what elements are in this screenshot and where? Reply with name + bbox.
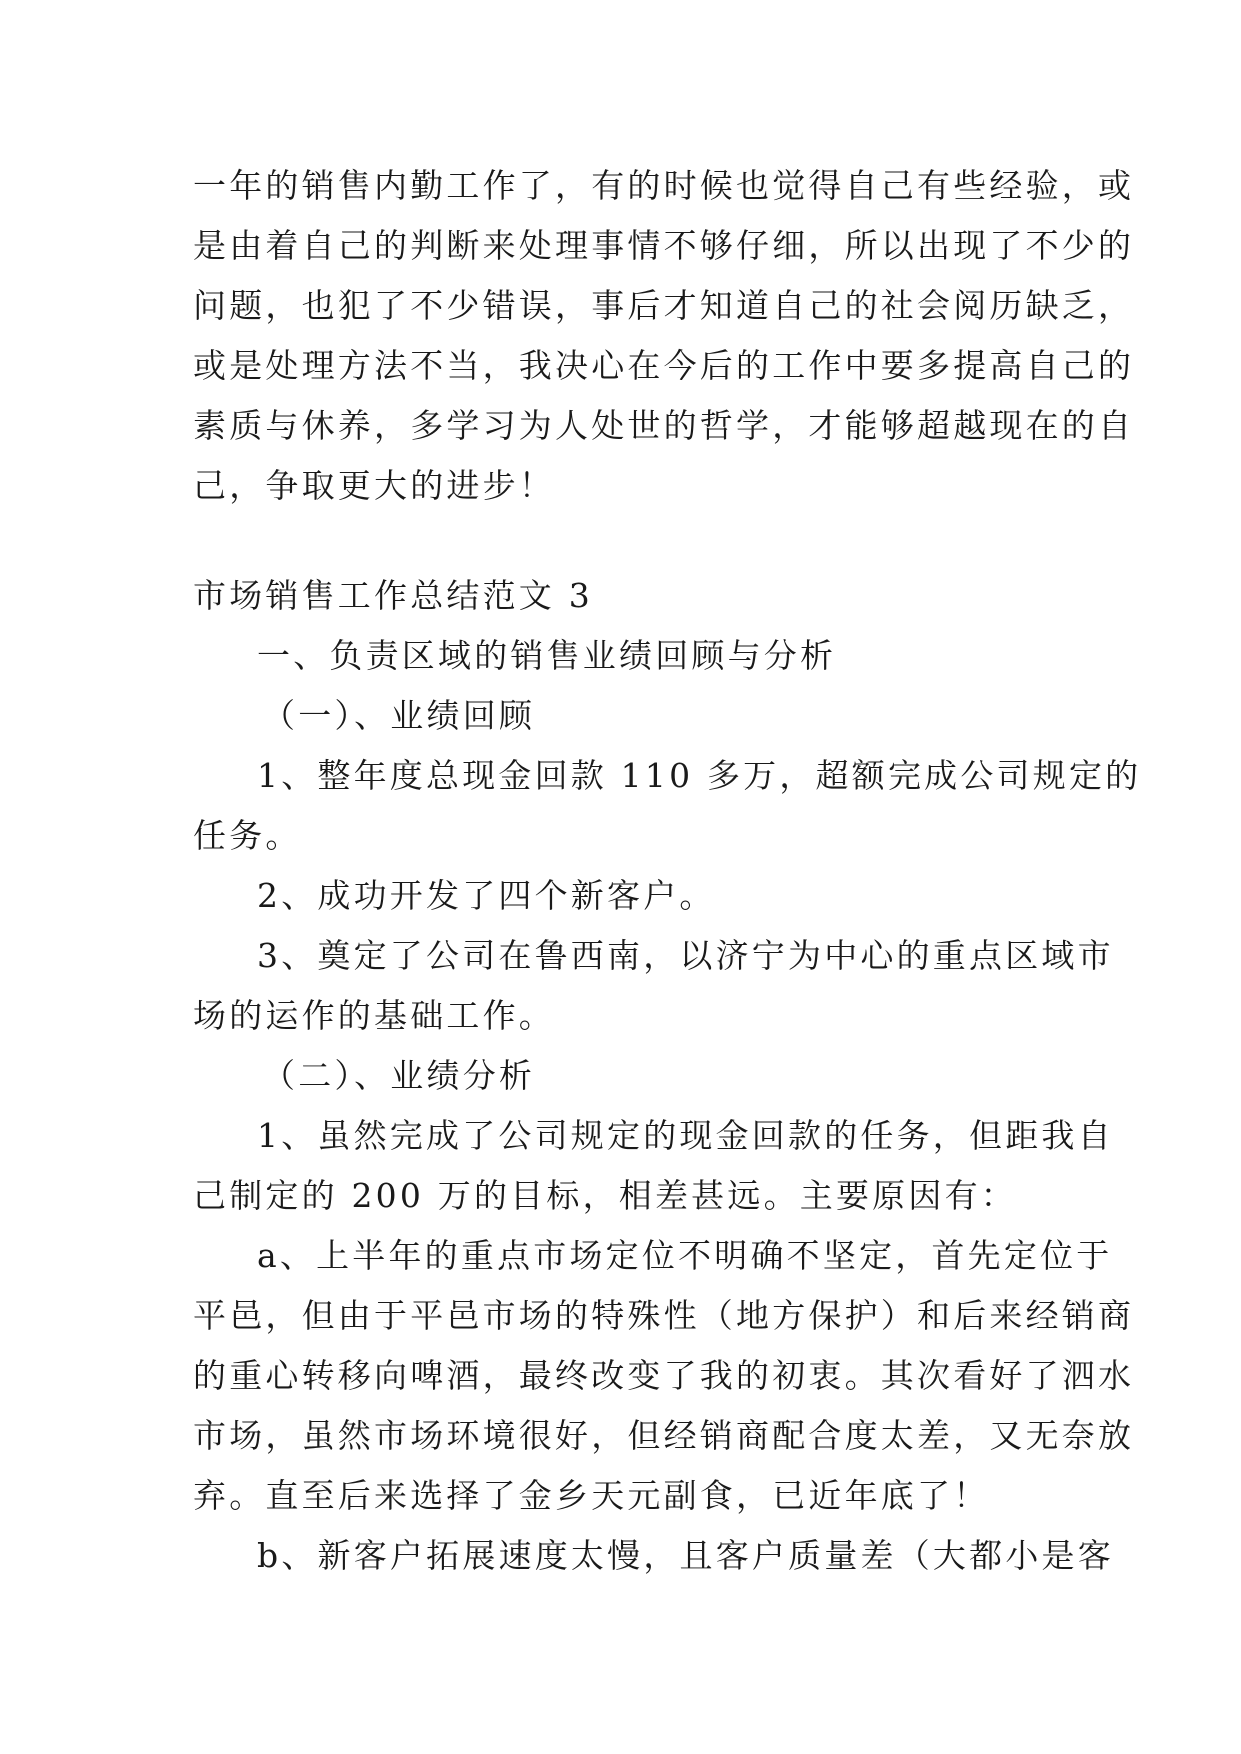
- sub-item: b、新客户拓展速度太慢，且客户质量差（大都小是客: [257, 1536, 1114, 1575]
- list-item: 3、奠定了公司在鲁西南，以济宁为中心的重点区域市: [257, 936, 1114, 975]
- list-item-continuation: 己制定的 200 万的目标，相差甚远。主要原因有：: [193, 1176, 1017, 1215]
- body-text-line: 己，争取更大的进步！: [193, 466, 555, 505]
- heading-level-1: 一、负责区域的销售业绩回顾与分析: [257, 636, 837, 675]
- sub-item-continuation: 弃。直至后来选择了金乡天元副食，已近年底了！: [193, 1476, 990, 1515]
- list-item: 1、整年度总现金回款 110 多万，超额完成公司规定的: [257, 756, 1142, 795]
- heading-level-2: （二）、业绩分析: [262, 1056, 536, 1095]
- list-item: 2、成功开发了四个新客户。: [257, 876, 716, 915]
- body-text-line: 一年的销售内勤工作了，有的时候也觉得自己有些经验，或: [193, 166, 1135, 205]
- sub-item-continuation: 平邑，但由于平邑市场的特殊性（地方保护）和后来经销商: [193, 1296, 1135, 1335]
- sub-item-continuation: 的重心转移向啤酒，最终改变了我的初衷。其次看好了泗水: [193, 1356, 1135, 1395]
- body-text-line: 素质与休养，多学习为人处世的哲学，才能够超越现在的自: [193, 406, 1135, 445]
- list-item-continuation: 场的运作的基础工作。: [193, 996, 555, 1035]
- section-title: 市场销售工作总结范文 3: [193, 576, 593, 615]
- heading-level-2: （一）、业绩回顾: [262, 696, 536, 735]
- sub-item: a、上半年的重点市场定位不明确不坚定，首先定位于: [257, 1236, 1113, 1275]
- list-item-continuation: 任务。: [193, 816, 302, 855]
- body-text-line: 是由着自己的判断来处理事情不够仔细，所以出现了不少的: [193, 226, 1135, 265]
- body-text-line: 问题，也犯了不少错误，事后才知道自己的社会阅历缺乏，: [193, 286, 1135, 325]
- sub-item-continuation: 市场，虽然市场环境很好，但经销商配合度太差，又无奈放: [193, 1416, 1135, 1455]
- list-item: 1、虽然完成了公司规定的现金回款的任务，但距我自: [257, 1116, 1114, 1155]
- body-text-line: 或是处理方法不当，我决心在今后的工作中要多提高自己的: [193, 346, 1135, 385]
